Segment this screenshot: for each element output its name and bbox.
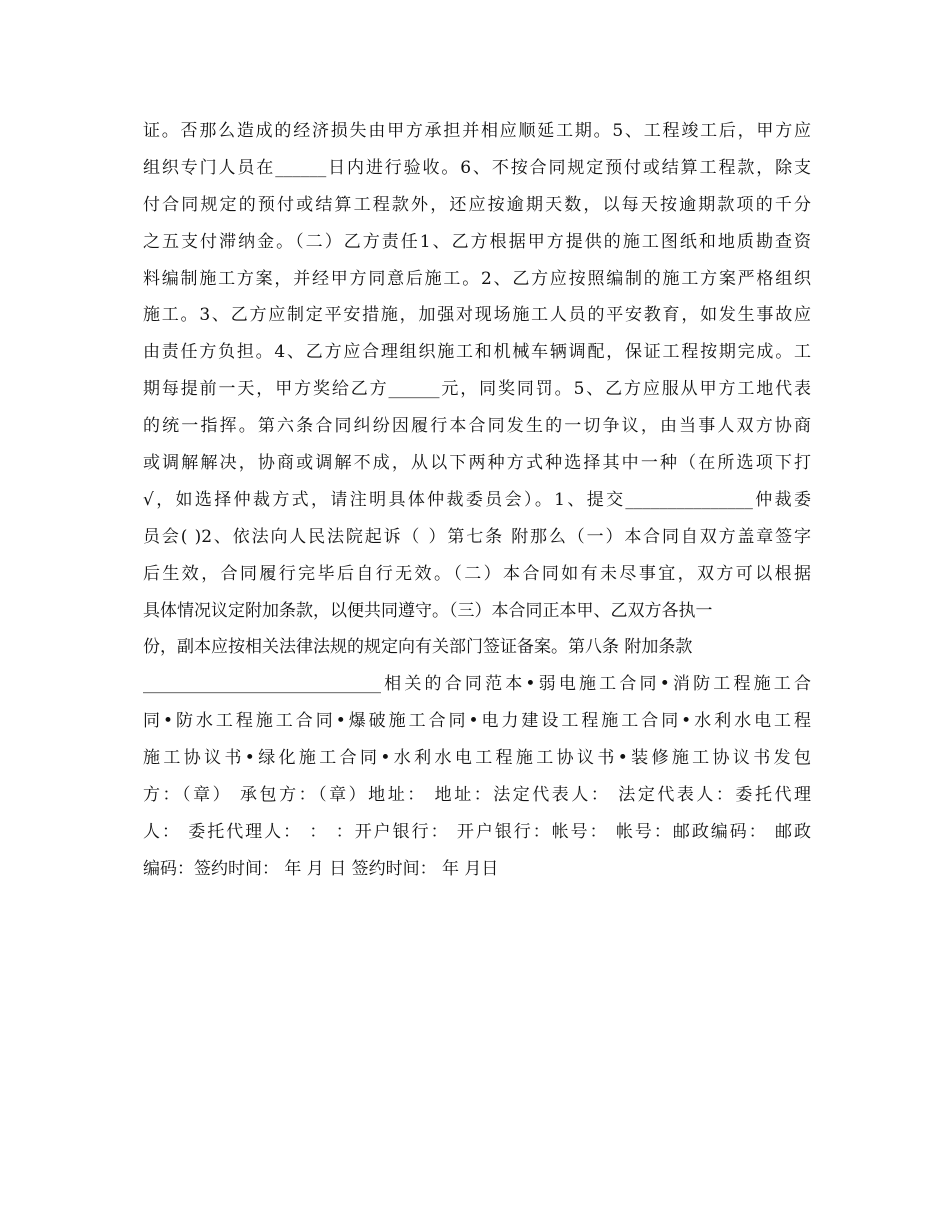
text-line: 的统一指挥。第六条合同纠纷因履行本合同发生的一切争议，由当事人双方协商 bbox=[143, 416, 811, 437]
text-line: 之五支付滞纳金。（二）乙方责任1、乙方根据甲方提供的施工图纸和地质勘查资 bbox=[143, 231, 811, 252]
text-line: √，如选择仲裁方式，请注明具体仲裁委员会）。1、提交_______________仲裁委 bbox=[143, 489, 811, 510]
text-line: 编码：签约时间： 年 月 日 签约时间： 年 月日 bbox=[143, 858, 499, 879]
text-line: 由责任方负担。4、乙方应合理组织施工和机械车辆调配，保证工程按期完成。工 bbox=[143, 342, 811, 363]
text-line: 员会( )2、依法向人民法院起诉（ ）第七条 附那么（一）本合同自双方盖章签字 bbox=[143, 526, 811, 547]
text-line: 证。否那么造成的经济损失由甲方承担并相应顺延工期。5、工程竣工后，甲方应 bbox=[143, 121, 811, 141]
text-line: 后生效，合同履行完毕后自行无效。（二）本合同如有未尽事宜，双方可以根据 bbox=[143, 563, 811, 584]
text-line: 施工协议书•绿化施工合同•水利水电工程施工协议书•装修施工协议书发包 bbox=[143, 748, 811, 769]
text-line: 组织专门人员在______日内进行验收。6、不按合同规定预付或结算工程款，除支 bbox=[143, 157, 811, 178]
text-line: 料编制施工方案，并经甲方同意后施工。2、乙方应按照编制的施工方案严格组织 bbox=[143, 268, 811, 289]
text-line: 付合同规定的预付或结算工程款外，还应按逾期天数，以每天按逾期款项的千分 bbox=[143, 194, 811, 215]
text-line: 份，副本应按相关法律法规的规定向有关部门签证备案。第八条 附加条款 bbox=[143, 637, 693, 658]
text-line: ____________________________相关的合同范本•弱电施工合同•消防工程施工合 bbox=[143, 674, 811, 695]
text-line: 方：（章） 承包方：（章）地址： 地址：法定代表人： 法定代表人：委托代理 bbox=[143, 785, 811, 806]
text-line: 人： 委托代理人： ： ：开户银行： 开户银行：帐号： 帐号：邮政编码： 邮政 bbox=[143, 821, 811, 842]
text-line: 或调解解决，协商或调解不成，从以下两种方式种选择其中一种（在所选项下打 bbox=[143, 453, 811, 474]
text-line: 同•防水工程施工合同•爆破施工合同•电力建设工程施工合同•水利水电工程 bbox=[143, 711, 811, 732]
text-line: 施工。3、乙方应制定平安措施，加强对现场施工人员的平安教育，如发生事故应 bbox=[143, 305, 811, 326]
contract-body-text bbox=[143, 113, 811, 888]
text-line: 具体情况议定附加条款，以便共同遵守。（三）本合同正本甲、乙双方各执一 bbox=[143, 600, 713, 621]
text-line: 期每提前一天，甲方奖给乙方______元，同奖同罚。5、乙方应服从甲方工地代表 bbox=[143, 379, 811, 400]
